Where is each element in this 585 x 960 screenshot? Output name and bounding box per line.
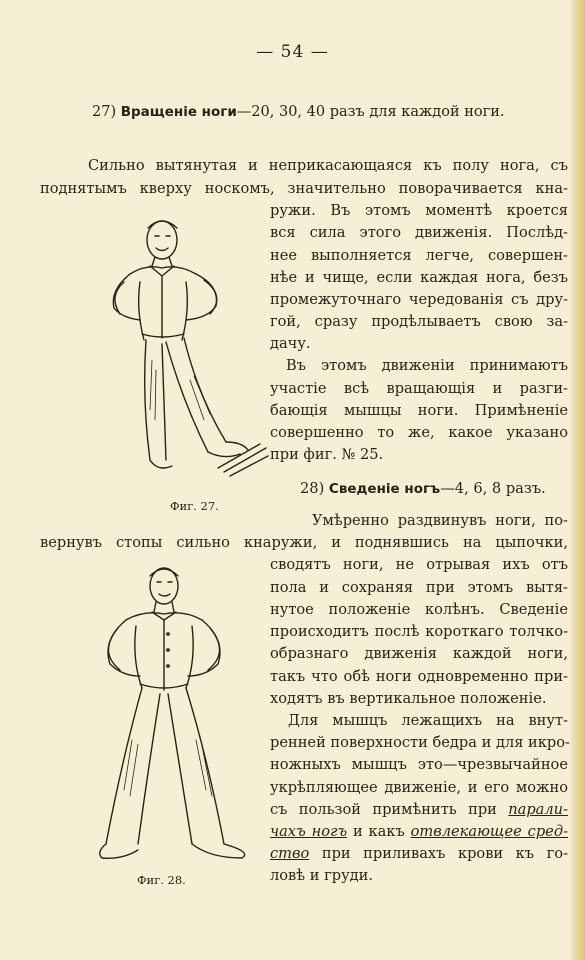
para4-line: ренней поверхности бедра и для икро- [270,734,570,751]
para1-line: поднятымъ кверху носкомъ, значительно поворачивается кна- [40,180,568,197]
section-28-title [300,478,546,500]
para4-text: при приливахъ крови къ го- [321,845,568,862]
para4-emphasis: отвлекающее сред- [410,823,569,840]
para4-line [270,843,568,865]
figure-28-illustration [92,560,262,865]
para2-line: бающія мышцы ноги. Примѣненіе [270,402,568,419]
para2-line: Въ этомъ движеніи принимаютъ [286,357,568,374]
para1-line: вся сила этого движенія. Послѣд- [270,224,568,241]
section-28-number: 28) [300,480,325,497]
para4-emphasis: чахъ ногъ [270,823,348,840]
figure-28-caption: Фиг. 28. [137,873,186,887]
para3-line: такъ что обѣ ноги одновременно при- [270,668,568,685]
para1-line: дачу. [270,335,311,352]
para4-line: укрѣпляющее движеніе, и его можно [270,779,568,796]
para1-line: нѣе и чище, если каждая нога, безъ [270,269,568,286]
para4-text: и какъ [352,823,405,840]
para1-line: промежуточнаго чередованія съ дру- [270,291,568,308]
para4-text: съ пользой примѣнить при [270,801,497,818]
para3-line: нутое положеніе колѣнъ. Сведеніе [270,601,568,618]
section-27-reps: —20, 30, 40 разъ для каждой ноги. [236,104,505,120]
para3-line: ходятъ въ вертикальное положеніе. [270,690,547,707]
section-27-number: 27) [92,104,117,120]
para4-line [270,799,568,821]
page-number: — 54 — [256,42,329,62]
para3-line: вернувъ стопы сильно кнаружи, и поднявшись на цыпочки, [40,534,568,551]
para2-line: совершенно то же, какое указано [270,424,568,441]
para3-line: происходитъ послѣ короткаго толчко- [270,623,568,640]
section-28-reps: —4, 6, 8 разъ. [440,480,546,497]
para1-line: гой, сразу продѣлываетъ свою за- [270,313,568,330]
para4-emphasis: ство [270,845,310,862]
para4-emphasis: парали- [508,801,568,818]
para4-line: ножныхъ мышцъ это—чрезвычайное [270,756,568,773]
para4-line: ловѣ и груди. [270,867,374,884]
para1-line: Сильно вытянутая и неприкасающаяся къ полу нога, съ [88,157,568,174]
para3-line: образнаго движенія каждой ноги, [270,645,568,662]
para1-line: нее выполняется легче, совершен- [270,247,568,264]
section-27-name: Вращеніе ноги [120,104,237,120]
para2-line: участіе всѣ вращающія и разги- [270,380,568,397]
para3-line: Умѣренно раздвинувъ ноги, по- [312,512,568,529]
figure-27-illustration [100,210,270,500]
page-edge [571,0,585,960]
para3-line: пола и сохраняя при этомъ вытя- [270,579,568,596]
para3-line: сводятъ ноги, не отрывая ихъ отъ [270,556,568,573]
para1-line: ружи. Въ этомъ моментѣ кроется [270,202,568,219]
para4-line [270,821,568,843]
figure-27-caption: Фиг. 27. [170,499,219,513]
section-28-name: Сведеніе ногъ [328,481,441,497]
para4-line: Для мышцъ лежащихъ на внут- [288,712,568,729]
para2-line: при фиг. № 25. [270,446,384,463]
section-27-title [92,104,505,120]
